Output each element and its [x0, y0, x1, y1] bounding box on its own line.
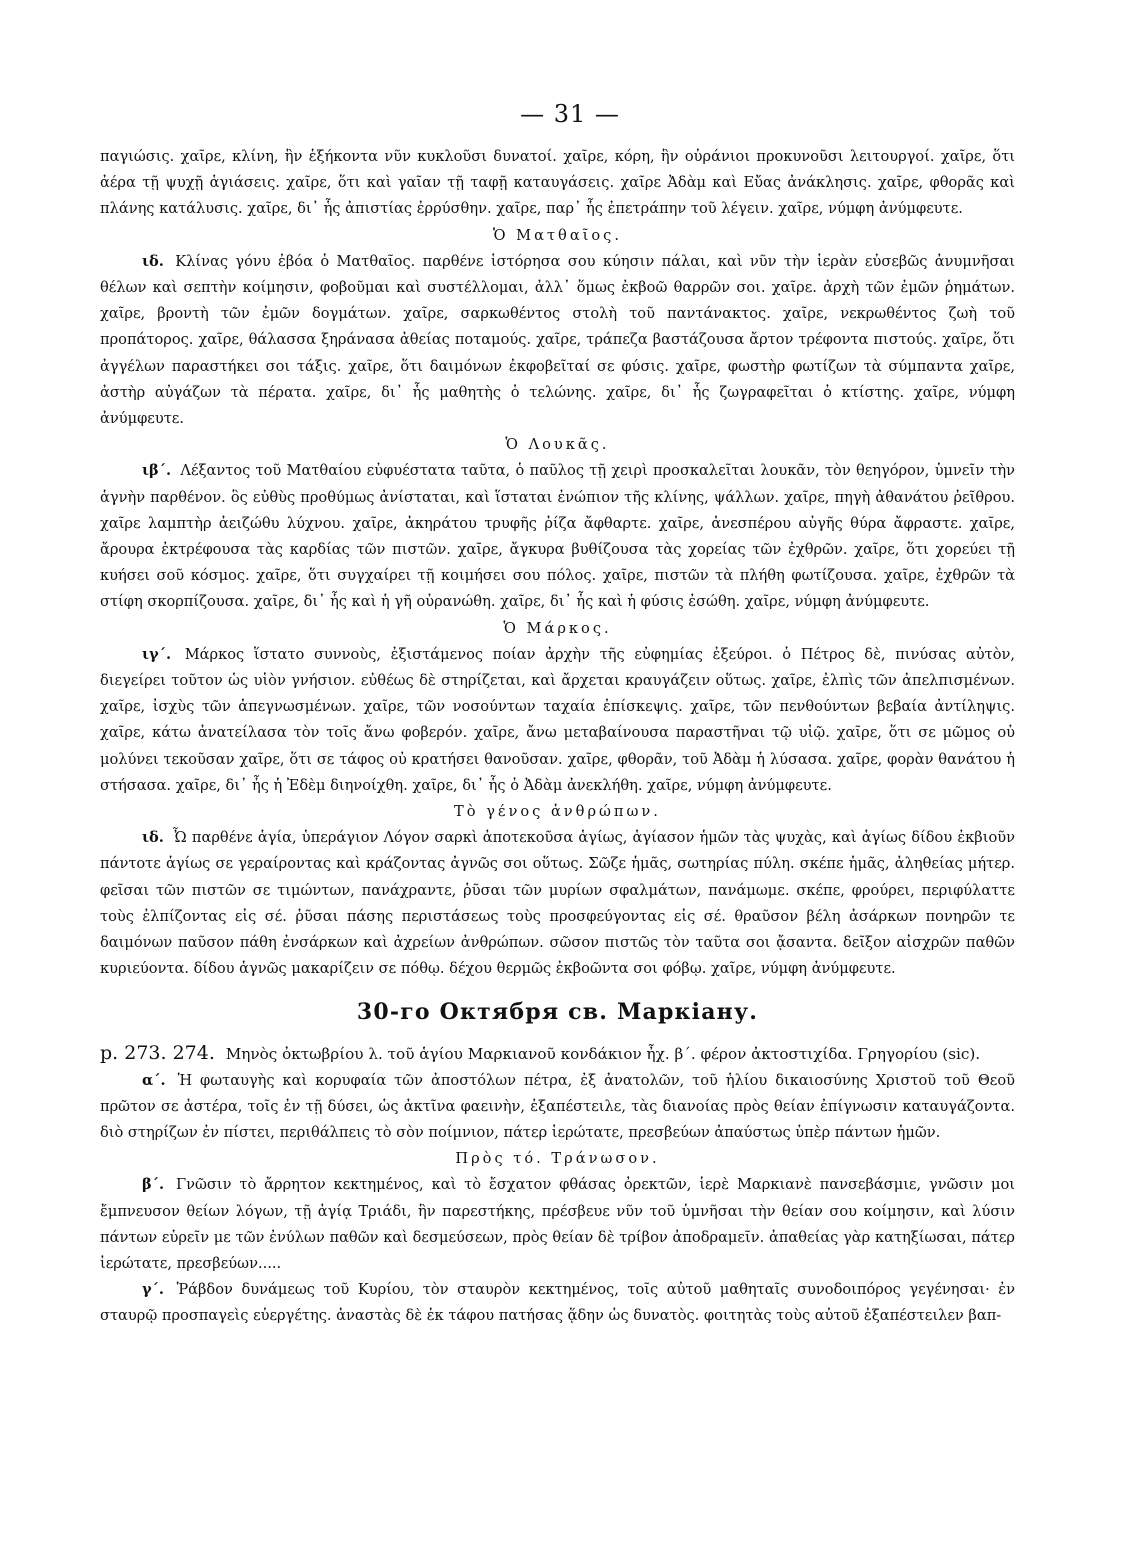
stanza-number: α΄.: [142, 1071, 166, 1089]
stanza-number: β΄.: [142, 1176, 165, 1194]
heading-matthew: Ὁ Ματθαῖος.: [492, 226, 622, 244]
paragraph-text: Μάρκος ἵστατο συννοὺς, ἐξιστάμενος ποίαν ἀρχὴν τῆς εὐφημίας ἐξεύροι. ὁ Πέτρος δὲ, πινύσας αὐτὸν, διεγείρει τοῦτον ὡς υἱὸν γνήσιον. εὐθέως δὲ στηρίζεται, καὶ ἄρχεται κραυγάζειν οὕτως. χαῖρε, ἐλπὶς τῶν ἀπελπισμένων. χαῖρε, ἰσχὺς τῶν ἀπεγνωσμένων. χαῖρε, τῶν νοσούντων ταχαία ἐπίσκεψις. χαῖρε, τῶν πενθούντων βεβαία ἀντίληψις. χαῖρε, κάτω ἀνατείλασα τὸν τοῖς ἄνω φοβερόν. χαῖρε, ἄνω μεταβαίνουσα παραστῆναι τῷ υἱῷ. χαῖρε, ὅτι σε μῶμος οὐ μολύνει τεκοῦσαν χαῖρε, ὅτι σε τάφος οὐ κρατήσει θανοῦσαν. χαῖρε, φθορᾶν, τοῦ Ἀδὰμ ἡ λύσασα. χαῖρε, φορὰν θανάτου ἡ στήσασα. χαῖρε, δι᾽ ἧς ἡ Ἐδὲμ διηνοίχθη. χαῖρε, δι᾽ ἧς ὁ Ἀδὰμ ἀνεκλήθη. χαῖρε, νύμφη ἀνύμφευτε.: [100, 645, 1015, 794]
paragraph-beta: [100, 1172, 1015, 1277]
paragraph-gamma: [100, 1277, 1015, 1329]
paragraph-matthew: [100, 249, 1015, 432]
section-title: 30-го Октября св. Маркіану.: [356, 998, 759, 1025]
paragraph-text: Γνῶσιν τὸ ἄρρητον κεκτημένος, καὶ τὸ ἔσχατον φθάσας ὀρεκτῶν, ἱερὲ Μαρκιανὲ πανσεβάσμιε, γνῶσιν μοι ἔμπνευσον θείων λόγων, τῇ ἁγίᾳ Τριάδι, ἣν παρεστήκης, πρέσβευε νῦν τοῦ ὑμνῆσαι τὴν θείαν σου κοίμησιν, καὶ λύσιν πάντων εὑρεῖν με τῶν ἐνύλων παθῶν καὶ δεσμεύσεων, πρὸς θείαν δὲ τρίβον ἀποδραμεῖν. ἀπαθείας γὰρ κατηξίωσαι, πάτερ ἱερώτατε, πρεσβεύων.....: [100, 1176, 1016, 1272]
paragraph-text: Λέξαντος τοῦ Ματθαίου εὐφυέστατα ταῦτα, ὁ παῦλος τῇ χειρὶ προσκαλεῖται λουκᾶν, τὸν θεηγόρον, ὑμνεῖν τὴν ἁγνὴν παρθένον. ὃς εὐθὺς προθύμως ἀνίσταται, καὶ ἵσταται ἐνώπιον τῆς κλίνης, ψάλλων. χαῖρε, πηγὴ ἀθανάτου ῥεῖθρου. χαῖρε λαμπτὴρ ἀειζώθυ λύχνου. χαῖρε, ἀκηράτου τρυφῆς ῥίζα ἄφθαρτε. χαῖρε, ἀνεσπέρου αὐγῆς θύρα ἄφραστε. χαῖρε, ἄρουρα ἐκτρέφουσα τὰς καρδίας τῶν πιστῶν. χαῖρε, ἄγκυρα βυθίζουσα τὰς χορείας τῶν ἐχθρῶν. χαῖρε, ὅτι χορεύει τῇ κυήσει σοῦ κόσμος. χαῖρε, ὅτι συγχαίρει τῇ κοιμήσει σου πόλος. χαῖρε, πιστῶν τὰ πλήθη φωτίζουσα. χαῖρε, ἐχθρῶν τὰ στίφη σκορπίζουσα. χαῖρε, δι᾽ ἧς καὶ ἡ γῆ οὐρανώθη. χαῖρε, δι᾽ ἧς καὶ ἡ φύσις ἐσώθη. χαῖρε, νύμφη ἀνύμφευτε.: [100, 462, 1016, 611]
paragraph-text: Ῥάβδον δυνάμεως τοῦ Κυρίου, τὸν σταυρὸν κεκτημένος, τοῖς αὐτοῦ μαθηταῖς συνοδοιπόρος γεγένησαι· ἐν σταυρῷ προσπαγεὶς εὐεργέτης. ἀναστὰς δὲ ἐκ τάφου πατήσας ᾅδην ὡς δυνατὸς. φοιτητὰς τοὺς αὐτοῦ ἐξαπέστειλεν βαπ-: [100, 1281, 1016, 1325]
source-text: Μηνὸς ὀκτωβρίου λ. τοῦ ἁγίου Μαρκιανοῦ κονδάκιον ἦχ. β΄. φέρον ἀκτοστιχίδα. Γρηγορίου (sic).: [225, 1044, 981, 1063]
page-number: — 31 —: [520, 100, 620, 128]
source-reference-line: [100, 1039, 1015, 1068]
stanza-number: ιδ.: [142, 829, 164, 847]
paragraph-alpha: [100, 1068, 1015, 1147]
stanza-number: ιγ΄.: [142, 645, 172, 663]
source-ref: p. 273. 274.: [100, 1041, 215, 1064]
paragraph-text: παγιώσις. χαῖρε, κλίνη, ἣν ἑξήκοντα νῦν κυκλοῦσι δυνατοί. χαῖρε, κόρη, ἣν οὐράνιοι προκυνοῦσι λειτουργοί. χαῖρε, ὅτι ἀέρα τῇ ψυχῇ ἁγιάσεις. χαῖρε, ὅτι καὶ γαῖαν τῇ ταφῇ καταυγάσεις. χαῖρε Ἀδὰμ καὶ Εὔας ἀνάκλησις. χαῖρε, φθορᾶς καὶ πλάνης κατάλυσις. χαῖρε, δι᾽ ἧς ἀπιστίας ἐρρύσθην. χαῖρε, παρ᾽ ἧς ἐπετράπην τοῦ λέγειν. χαῖρε, νύμφη ἀνύμφευτε.: [100, 148, 1015, 218]
stanza-number: ιβ΄.: [142, 462, 172, 480]
heading-genos: Τὸ γένος ἀνθρώπων.: [454, 803, 661, 821]
paragraph-text: Ὦ παρθένε ἁγία, ὑπεράγιον Λόγον σαρκὶ ἀποτεκοῦσα ἁγίως, ἁγίασον ἡμῶν τὰς ψυχὰς, καὶ ἁγίως δίδου ἐκβιοῦν πάντοτε ἁγίως σε γεραίροντας καὶ κράζοντας ἀγνῶς σοι οὕτως. Σῶζε ἡμᾶς, σωτηρίας πύλη. σκέπε ἡμᾶς, ἀληθείας μήτερ. φεῖσαι τῶν πιστῶν σε τιμώντων, πανάχραντε, ῥῦσαι τῶν μυρίων σφαλμάτων, πανάμωμε. σκέπε, φρούρει, περιφύλαττε τοὺς ἐλπίζοντας εἰς σέ. ῥῦσαι πάσης περιστάσεως τοὺς προσφεύγοντας εἰς σέ. θραῦσον βέλη ἀσάρκων πονηρῶν τε δαιμόνων παῦσον πάθη ἐνσάρκων καὶ ἀχρείων ἀνθρώπων. σῶσον πιστῶς τὸν ταῦτα σοι ᾄσαντα. δεῖξον αἰσχρῶν παθῶν κυριεύοντα. δίδου ἁγνῶς μακαρίζειν σε πόθῳ. δέχου θερμῶς ἐκβοῶντα σοι φόβῳ. χαῖρε, νύμφη ἀνύμφευτε.: [100, 829, 1015, 978]
paragraph-mark: [100, 642, 1015, 799]
paragraph-continued: [100, 144, 1015, 223]
paragraph-text: Ἡ φωταυγὴς καὶ κορυφαία τῶν ἀποστόλων πέτρα, ἐξ ἀνατολῶν, τοῦ ἡλίου δικαιοσύνης Χριστοῦ τοῦ Θεοῦ πρῶτον σε ἀστέρα, τοῖς ἐν τῇ δύσει, ὡς ἀκτῖνα φαεινὴν, ἐξαπέστειλε, τὰς διανοίας πρὸς θείαν ἐπίγνωσιν καταυγάζοντα. διὸ στηρίζων ἐν πίστει, περιθάλπεις τὸ σὸν ποίμνιον, πάτερ ἱερώτατε, πρεσβεύων ἀπαύστως ὑπὲρ πάντων ἡμῶν.: [100, 1071, 1015, 1141]
page-body: [100, 144, 1015, 1330]
paragraph-text: Κλίνας γόνυ ἐβόα ὁ Ματθαῖος. παρθένε ἱστόρησα σου κύησιν πάλαι, καὶ νῦν τὴν ἱερὰν εὐσεβῶς ἀνυμνῆσαι θέλων καὶ σεπτὴν κοίμησιν, φοβοῦμαι καὶ συστέλλομαι, ἀλλ᾽ ὅμως ἐκβοῶ θαρρῶν σοι. χαῖρε. ἀρχὴ τῶν ἐμῶν ῥημάτων. χαῖρε, βροντὴ τῶν ἐμῶν δογμάτων. χαῖρε, σαρκωθέντος στολὴ τοῦ παντάνακτος. χαῖρε, νεκρωθέντος ζωὴ τοῦ προπάτορος. χαῖρε, θάλασσα ξηράνασα ἀθείας ποταμούς. χαῖρε, τράπεζα βαστάζουσα ἄρτον τρέφοντα πιστούς. χαῖρε, ὅτι ἀγγέλων παραστήκει σοι τάξις. χαῖρε, ὅτι δαιμόνων ἐκφοβεῖταί σε φύσις. χαῖρε, φωστὴρ φωτίζων τὰ σύμπαντα χαῖρε, ἀστὴρ αὐγάζων τὰ πέρατα. χαῖρε, δι᾽ ἧς μαθητὴς ὁ τελώνης. χαῖρε, δι᾽ ἧς ζωγραφεῖται ὁ κτίστης. χαῖρε, νύμφη ἀνύμφευτε.: [100, 252, 1015, 428]
heading-luke: Ὁ Λουκᾶς.: [505, 436, 610, 454]
heading-mark: Ὁ Μάρκος.: [503, 619, 612, 637]
paragraph-luke: [100, 458, 1015, 615]
paragraph-genos: [100, 825, 1015, 982]
stanza-number: γ΄.: [142, 1281, 165, 1299]
stanza-number: ιδ.: [142, 252, 164, 270]
heading-pros-tranoson: Πρὸς τό. Τράνωσον.: [455, 1150, 660, 1168]
